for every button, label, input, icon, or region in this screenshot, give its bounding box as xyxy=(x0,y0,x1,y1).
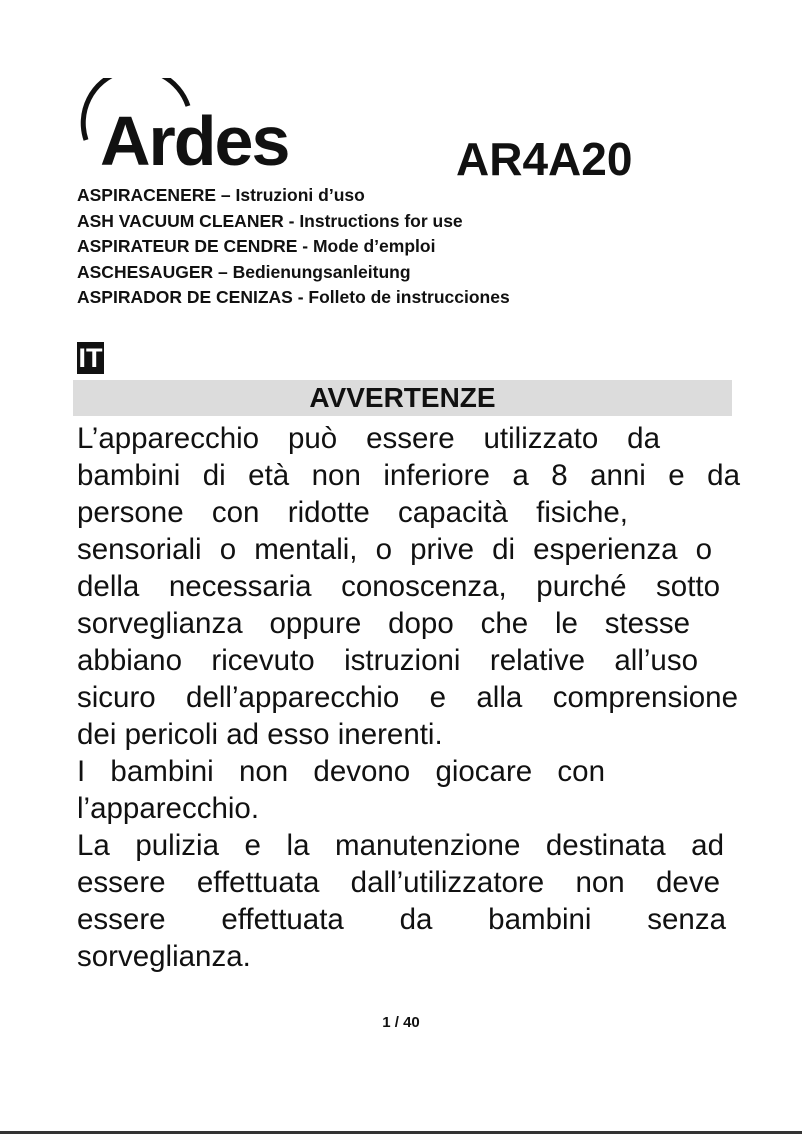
text-line: essere effettuata dall’utilizzatore non deve xyxy=(77,866,720,899)
subtitle-es: ASPIRADOR DE CENIZAS - Folleto de instrucciones xyxy=(77,287,510,307)
text-line: sorveglianza. xyxy=(77,940,251,973)
brand-logo xyxy=(78,78,308,180)
text-line: sensoriali o mentali, o prive di esperienza o xyxy=(77,533,712,566)
document-subtitles xyxy=(77,183,510,311)
subtitle-de: ASCHESAUGER – Bedienungsanleitung xyxy=(77,261,411,282)
model-number: AR4A20 xyxy=(456,133,633,185)
text-line: La pulizia e la manutenzione destinata ad xyxy=(77,829,724,862)
text-line: essere effettuata da bambini senza xyxy=(77,903,726,936)
text-line: L’apparecchio può essere utilizzato da xyxy=(77,422,660,455)
text-line: dei pericoli ad esso inerenti. xyxy=(77,718,443,751)
text-line: I bambini non devono giocare con xyxy=(77,755,605,788)
text-line: l’apparecchio. xyxy=(77,792,260,825)
text-line: bambini di età non inferiore a 8 anni e da xyxy=(77,459,740,492)
text-line: abbiano ricevuto istruzioni relative all’uso xyxy=(77,644,698,677)
subtitle-fr: ASPIRATEUR DE CENDRE - Mode d’emploi xyxy=(77,236,436,256)
text-line: persone con ridotte capacità fisiche, xyxy=(77,496,628,529)
subtitle-en: ASH VACUUM CLEANER - Instructions for use xyxy=(77,210,463,231)
text-line: sicuro dell’apparecchio e alla comprensione xyxy=(77,681,738,714)
text-line: sorveglianza oppure dopo che le stesse xyxy=(77,607,690,640)
language-badge: IT xyxy=(78,343,103,373)
subtitle-it: ASPIRACENERE – Istruzioni d’uso xyxy=(77,185,365,205)
warning-text xyxy=(77,420,740,975)
text-line: della necessaria conoscenza, purché sotto xyxy=(77,570,720,603)
section-heading: AVVERTENZE xyxy=(73,380,732,416)
brand-name: Ardes xyxy=(100,102,289,180)
page-number: 1 / 40 xyxy=(382,1014,420,1031)
